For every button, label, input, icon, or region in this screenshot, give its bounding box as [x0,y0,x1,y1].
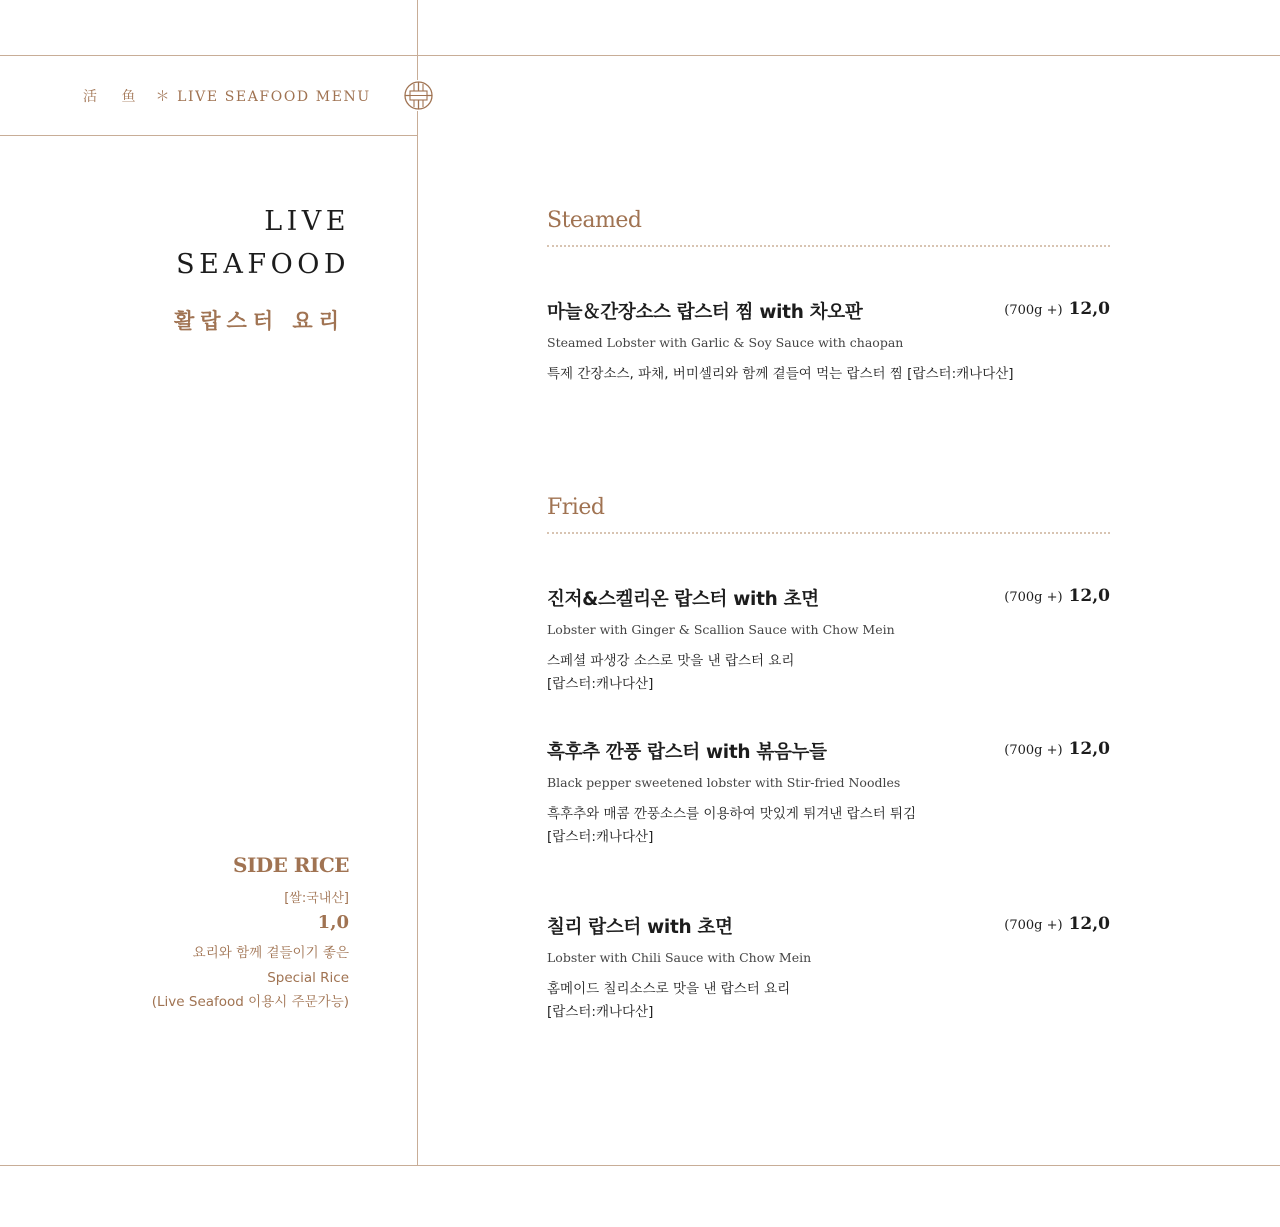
section-steamed [547,208,1110,247]
item-desc-line2: [랍스터:캐나다산] [547,1004,654,1020]
item-name: 진저&스켈리온 랍스터 with 초면 [547,589,819,610]
side-rice-block [152,853,349,1015]
item-weight: (700g +) [1004,303,1063,318]
bottom-rule [0,1165,1280,1166]
side-rice-desc-line1: 요리와 함께 곁들이기 좋은 [192,945,349,961]
item-weight: (700g +) [1004,590,1063,605]
side-title-line2: SEAFOOD [176,249,350,280]
item-price-value: 12,0 [1068,914,1110,934]
item-desc-line1: 흑후추와 매콤 깐풍소스를 이용하여 맛있게 튀겨낸 랍스터 튀김 [547,806,917,822]
item-description [547,363,1110,386]
side-rice-desc-line3: (Live Seafood 이용시 주문가능) [151,994,349,1010]
item-price [1004,739,1110,759]
item-price [1004,299,1110,319]
header-hanja: 活 鱼 [83,89,146,105]
menu-item [547,298,1110,386]
item-english-name: Lobster with Chili Sauce with Chow Mein [547,950,812,965]
side-title [176,200,350,286]
item-price [1004,914,1110,934]
header-menu-label: ＊ LIVE SEAFOOD MENU [155,89,371,105]
column-divider [417,0,418,1166]
item-english-name: Lobster with Ginger & Scallion Sauce with Chow Mein [547,622,895,637]
top-rule [0,55,1280,56]
item-desc-line2: [랍스터:캐나다산] [547,676,654,692]
item-name: 칠리 랍스터 with 초면 [547,917,733,938]
item-price-value: 12,0 [1068,299,1110,319]
item-name: 마늘＆간장소스 랍스터 찜 with 차오판 [547,302,863,323]
item-desc-line2: [랍스터:캐나다산] [547,829,654,845]
item-english-name: Black pepper sweetened lobster with Stir-fried Noodles [547,775,901,790]
item-weight: (700g +) [1004,743,1063,758]
side-rice-description [152,941,349,1015]
side-rice-desc-line2: Special Rice [267,969,349,986]
header-bottom-rule [0,135,418,136]
side-rice-origin: [쌀:국내산] [284,891,349,906]
section-dotted-rule [547,532,1110,534]
side-rice-title: SIDE RICE [233,853,349,877]
item-desc-line1: 스페셜 파생강 소스로 맛을 낸 랍스터 요리 [547,653,795,669]
menu-item [547,738,1110,849]
item-weight: (700g +) [1004,918,1063,933]
section-title-steamed: Steamed [547,208,642,233]
item-price-value: 12,0 [1068,739,1110,759]
emblem-icon [403,80,434,111]
side-title-line1: LIVE [264,206,350,237]
item-price-value: 12,0 [1068,586,1110,606]
side-subtitle: 활랍스터 요리 [173,309,345,333]
item-desc-line1: 홈메이드 칠리소스로 맛을 낸 랍스터 요리 [547,981,791,997]
item-name: 흑후추 깐풍 랍스터 with 볶음누들 [547,742,827,763]
item-english-name: Steamed Lobster with Garlic & Soy Sauce with chaopan [547,335,904,350]
section-dotted-rule [547,245,1110,247]
item-description [547,803,1110,849]
item-desc-line1: 특제 간장소스, 파채, 버미셀리와 함께 곁들여 먹는 랍스터 찜 [랍스터:캐나다산] [547,366,1014,382]
section-fried [547,495,1110,534]
item-description [547,650,1110,696]
menu-item [547,913,1110,1024]
header-label [83,86,371,106]
side-rice-price: 1,0 [317,912,349,933]
item-price [1004,586,1110,606]
item-description [547,978,1110,1024]
section-title-fried: Fried [547,495,605,520]
menu-item [547,585,1110,696]
